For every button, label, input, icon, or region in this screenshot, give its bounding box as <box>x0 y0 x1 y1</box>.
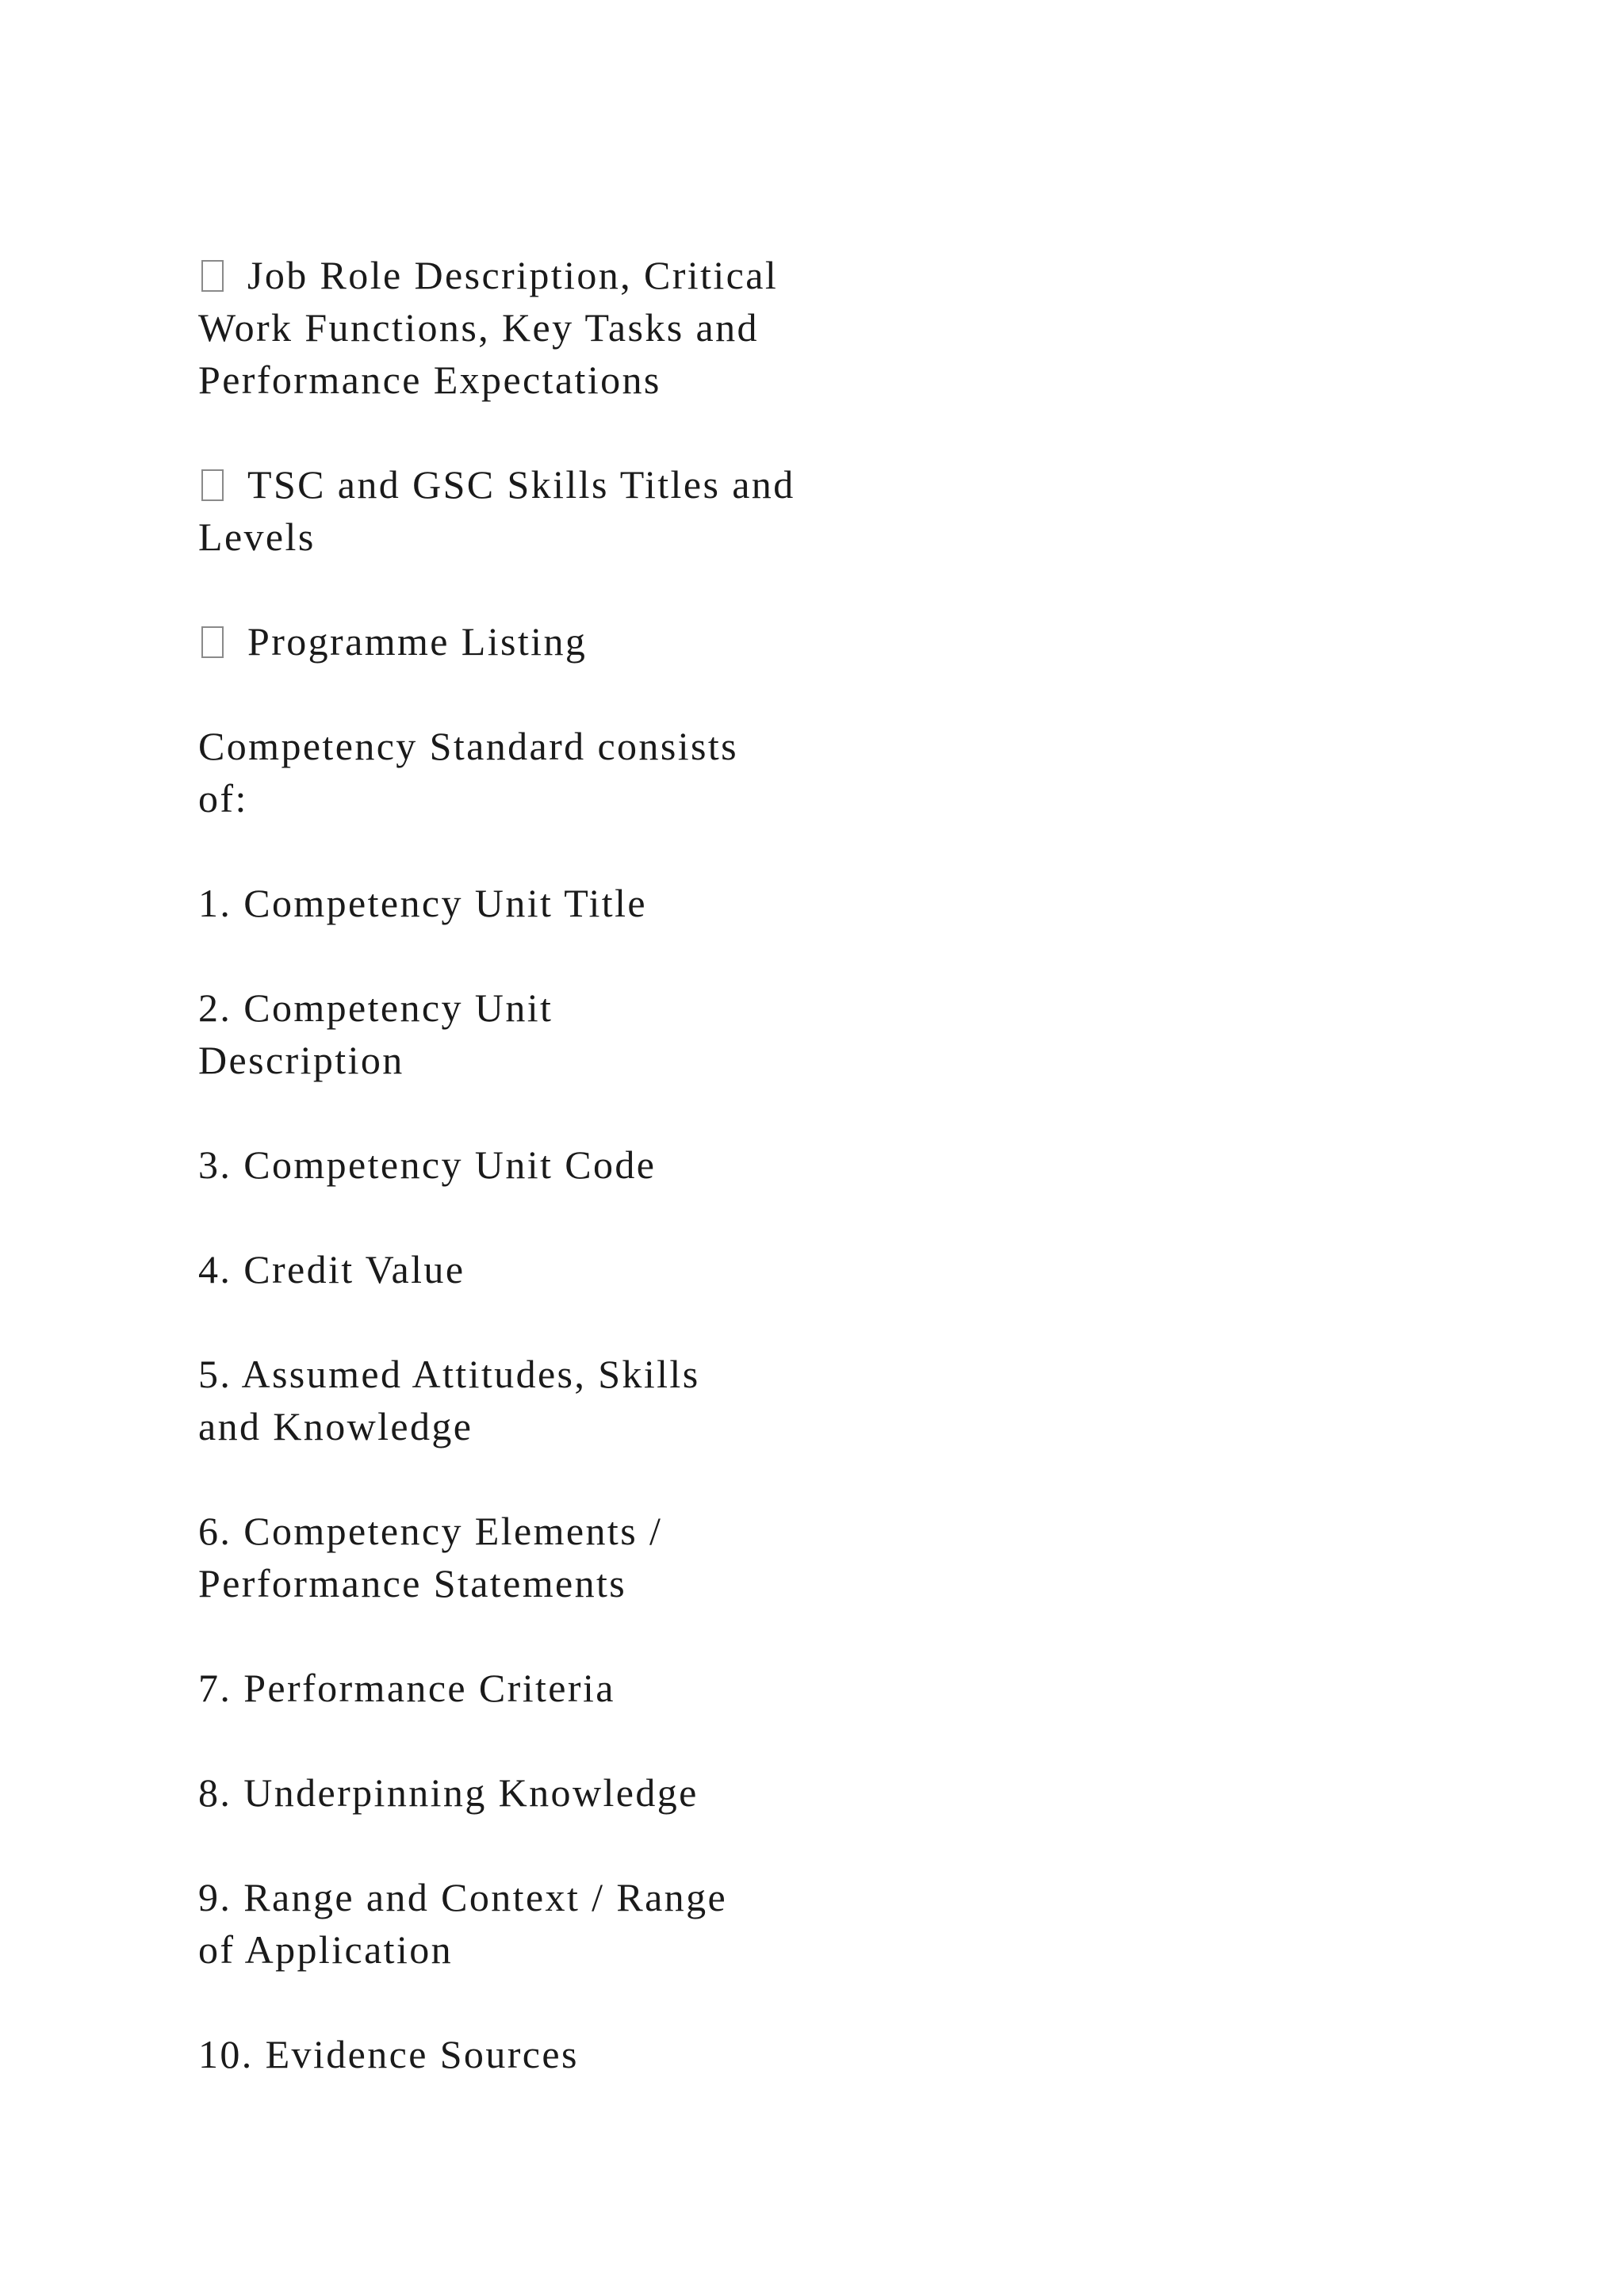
document-body <box>198 249 912 2133</box>
text-line: Levels <box>198 515 316 559</box>
text-line: Performance Expectations <box>198 358 661 402</box>
list-item-4 <box>198 1243 912 1295</box>
text-line: and Knowledge <box>198 1404 473 1448</box>
text-line: 5. Assumed Attitudes, Skills <box>198 1352 700 1396</box>
list-item-8 <box>198 1766 912 1819</box>
text-line: Competency Standard consists <box>198 724 738 768</box>
missing-glyph-icon <box>201 469 224 501</box>
text-line: 2. Competency Unit <box>198 985 553 1030</box>
list-item-7 <box>198 1662 912 1714</box>
list-item-5 <box>198 1348 912 1452</box>
intro-paragraph <box>198 720 912 825</box>
text-line: Programme Listing <box>198 615 912 668</box>
list-item-9 <box>198 1871 912 1976</box>
text-line: Job Role Description, Critical <box>198 249 912 301</box>
text-line: Performance Statements <box>198 1561 627 1605</box>
bullet-item-job-role <box>198 249 912 406</box>
missing-glyph-icon <box>201 260 224 292</box>
text-line: 8. Underpinning Knowledge <box>198 1770 699 1815</box>
list-item-6 <box>198 1505 912 1609</box>
list-item-10 <box>198 2028 912 2080</box>
list-item-3 <box>198 1138 912 1191</box>
text-line: Work Functions, Key Tasks and <box>198 305 759 350</box>
text-line: of Application <box>198 1927 454 1972</box>
text-line: 1. Competency Unit Title <box>198 881 647 925</box>
text-line: 4. Credit Value <box>198 1247 465 1292</box>
text-line: 6. Competency Elements / <box>198 1509 663 1553</box>
text-line: 3. Competency Unit Code <box>198 1142 657 1187</box>
text-line: 10. Evidence Sources <box>198 2032 579 2076</box>
missing-glyph-icon <box>201 626 224 658</box>
bullet-item-tsc-gsc <box>198 458 912 563</box>
list-item-2 <box>198 982 912 1086</box>
text-line: 9. Range and Context / Range <box>198 1875 728 1919</box>
text-line: 7. Performance Criteria <box>198 1666 615 1710</box>
text-line: Description <box>198 1038 404 1082</box>
text-line: of: <box>198 776 248 821</box>
text-line: TSC and GSC Skills Titles and <box>198 458 912 511</box>
list-item-1 <box>198 877 912 929</box>
bullet-item-programme-listing <box>198 615 912 668</box>
